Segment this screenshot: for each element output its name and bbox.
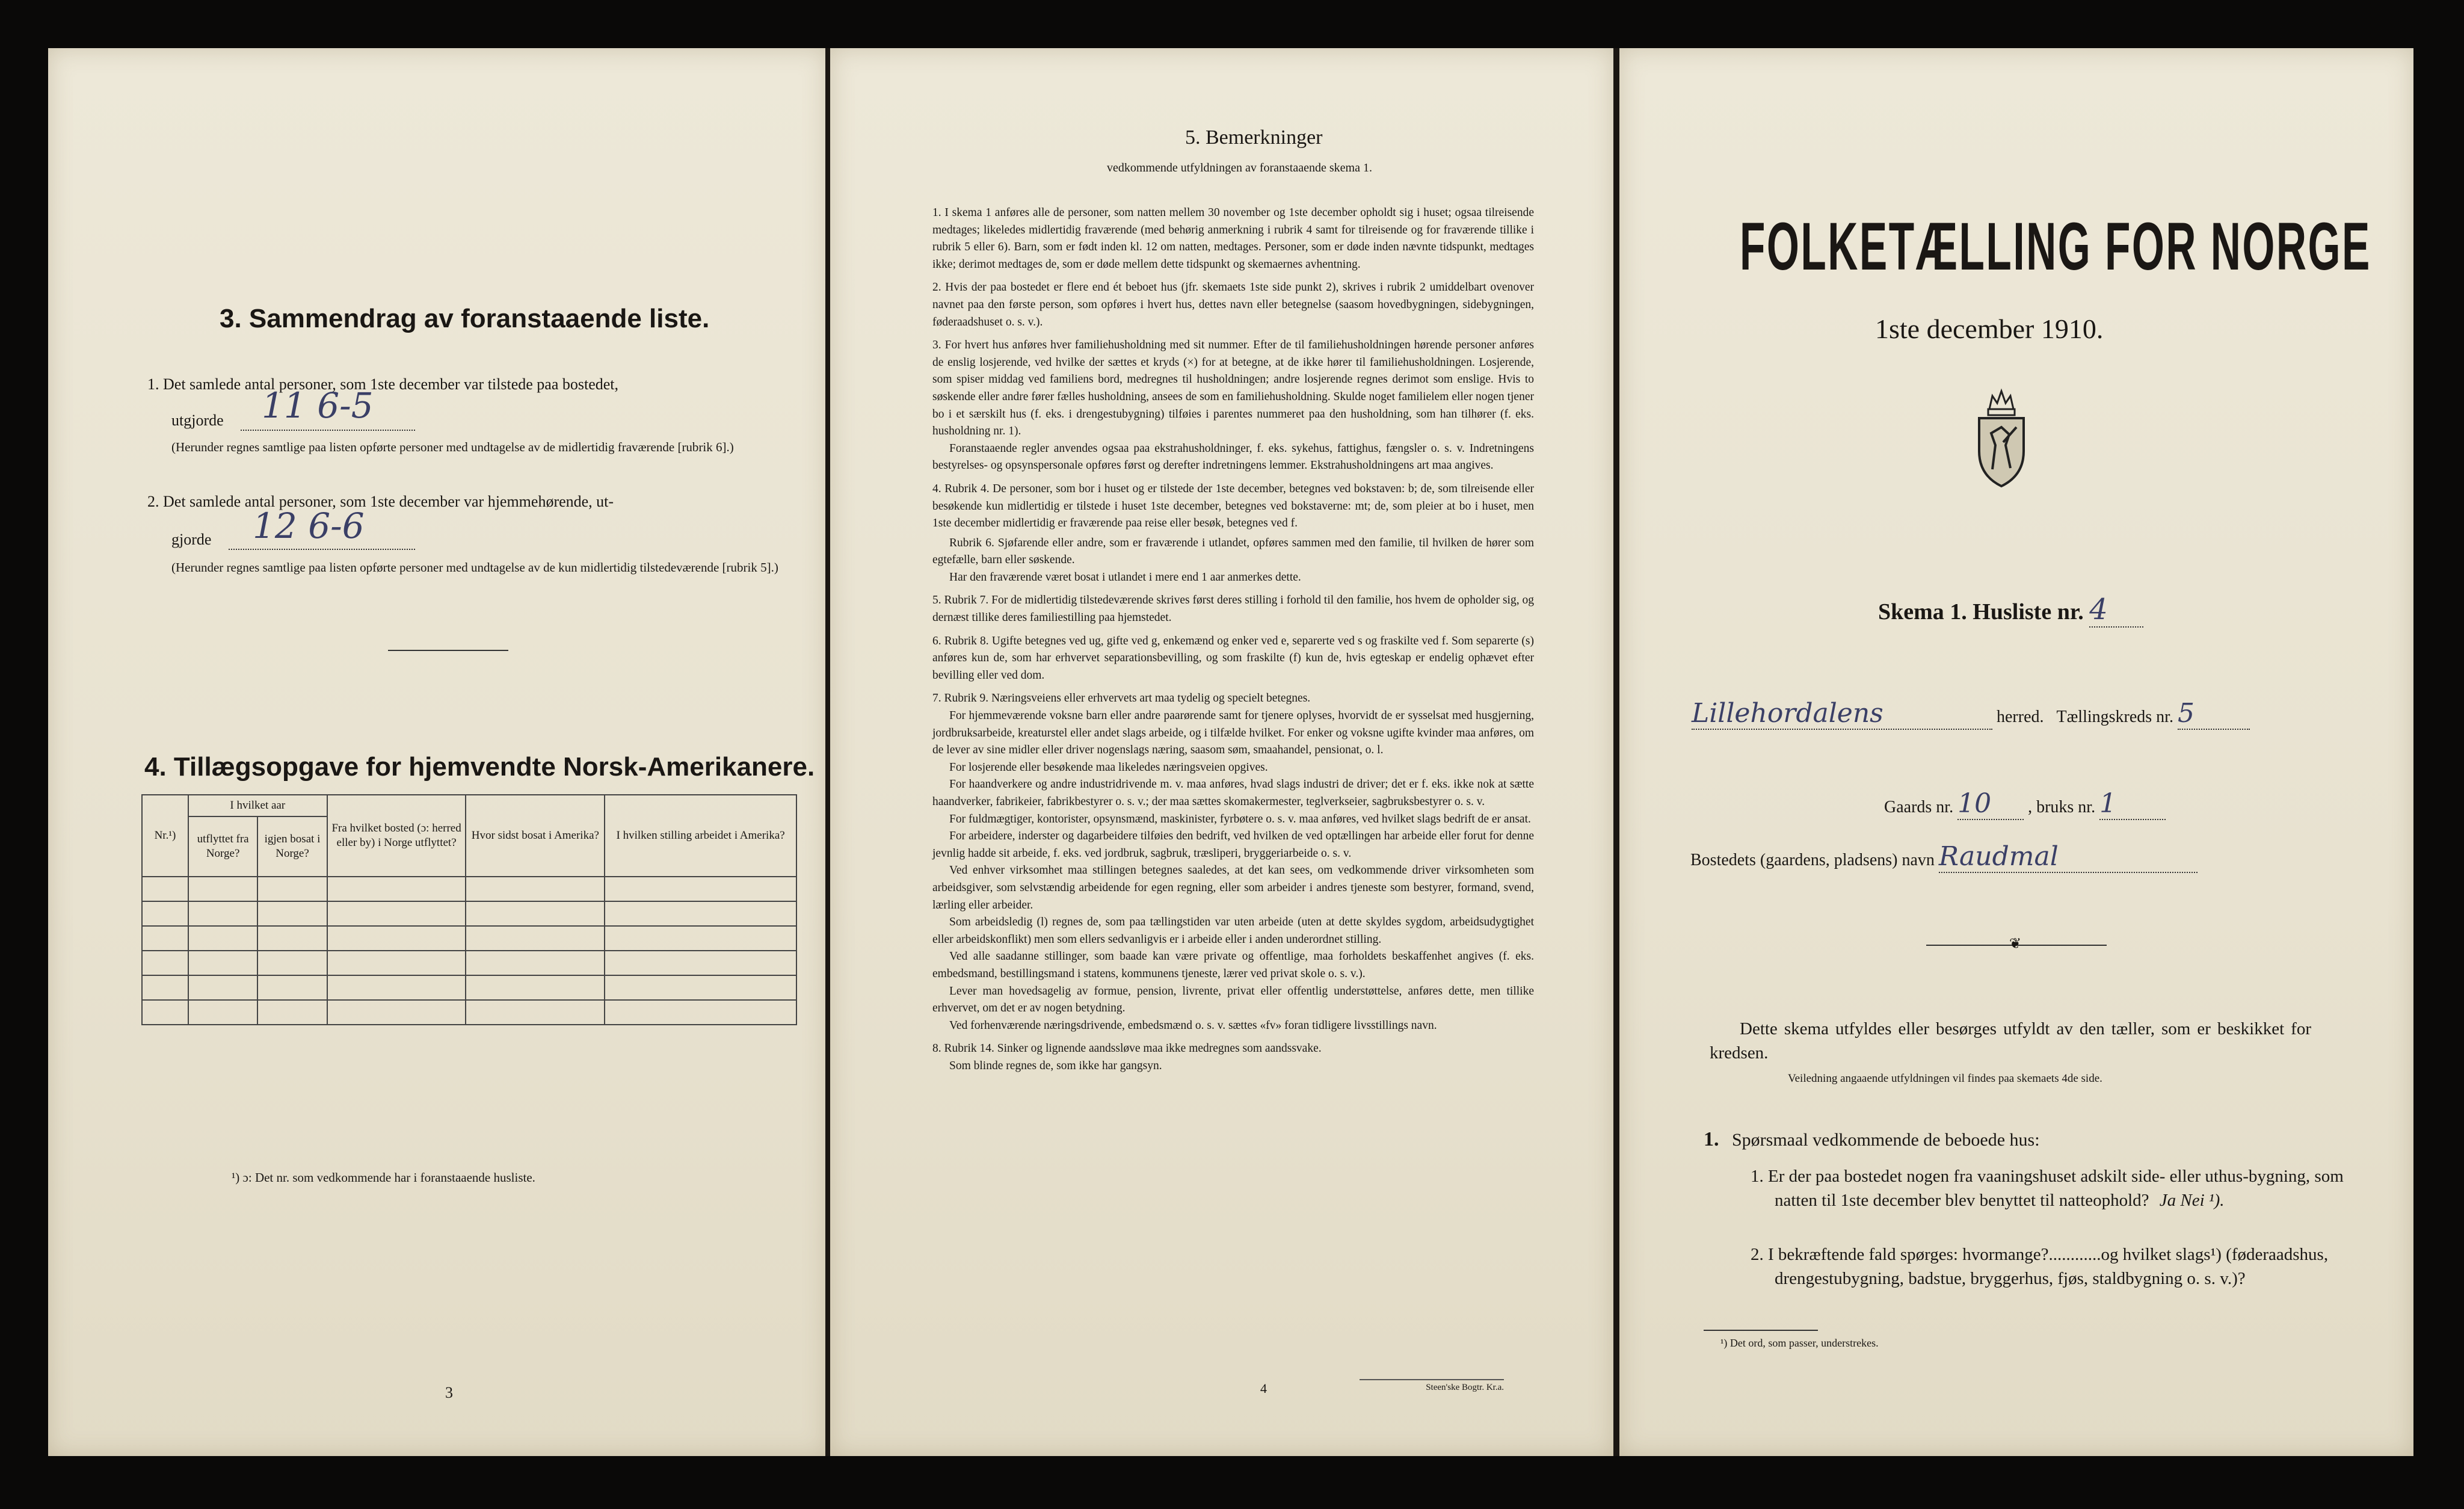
col-nr: Nr.¹) bbox=[142, 795, 188, 877]
page-middle bbox=[830, 48, 1613, 1456]
remark-paragraph: 7. Rubrik 9. Næringsveiens eller erhvervets art maa tydelig og specielt betegnes. bbox=[932, 692, 1311, 705]
bruks-value: 1 bbox=[2099, 788, 2166, 820]
item2-handwritten: 12 6-6 bbox=[253, 505, 365, 546]
remark-paragraph: For losjerende eller besøkende maa likeledes næringsveien opgives. bbox=[949, 761, 1268, 774]
husliste-nr-value: 4 bbox=[2089, 593, 2143, 628]
footnote-rule bbox=[1704, 1330, 1818, 1331]
item2-underline bbox=[229, 548, 415, 550]
question-1-answer: Ja Nei ¹). bbox=[2159, 1191, 2225, 1210]
remark-paragraph: For haandverkere og andre industridrivende m. v. maa anføres, hvad slags industri de driver; det er f. eks. ikke nok at sætte haandverker, fabrikeier, fabrikbestyrer o. s. v.; der maa sættes skomakermester, teglverkseier, sagbruksbestyrer o. s. v. bbox=[932, 778, 1534, 808]
questions-heading-text: Spørsmaal vedkommende de beboede hus: bbox=[1732, 1130, 2040, 1150]
kreds-label: Tællingskreds nr. bbox=[2056, 708, 2173, 726]
ornament-icon: ❦ bbox=[2009, 936, 2022, 952]
herred-value: Lillehordalens bbox=[1692, 698, 1992, 730]
col-group: I hvilket aar bbox=[188, 795, 327, 816]
remark-paragraph: For hjemmeværende voksne barn eller andre paarørende samt for tjenere oplyses, hvorvidt de er sysselsat med husgjerning, jordbruksarbeide, kreaturstel eller andet slags arbeide, og i tilfælde hvilket. For enker og voksne ugifte kvinder maa anføres, om de lever av sine midler eller driver nogenslags næring, saasom søm, smaahandel, pensionat, o. l. bbox=[932, 709, 1534, 757]
item2-label: gjorde bbox=[171, 531, 212, 548]
remark-paragraph: 1. I skema 1 anføres alle de personer, som natten mellem 30 november og 1ste december opholdt sig i huset; ogsaa tilreisende medtages; likeledes midlertidig fraværende (med behørig anmerkning i rubrik 4 samt for tilreisende og for fraværende tillike i rubrik 5 eller 6). Barn, som er født inden kl. 12 om natten, medtages. Personer, som er døde inden nævnte tidspunkt, medtages ikke; derimot medtages de, som er døde mellem dette tidspunkt og skemaernes avhentning. bbox=[932, 206, 1534, 271]
table-row bbox=[142, 975, 796, 1000]
remark-paragraph: 3. For hvert hus anføres hver familiehusholdning med sit nummer. Efter de til familiehusholdningen hørende personer anføres de enslig losjerende, ved hvilke der sættes et kryds (×) for at betegne, at de ikke hører til familiehusholdningen. Losjerende, som spiser middag ved familiens bord, medregnes til husholdningen; andre losjerende regnes derimot som enslige. Hvis to søskende eller andre fører fælles husholdning, ansees de som en familiehusholdning. Skulde noget familielem eller nogen tjener bo i et særskilt hus (f. eks. i drengestubygning) tilføies i parentes nummeret paa den husholdning, som han tilhører (f. eks. husholdning nr. 1). bbox=[932, 339, 1534, 438]
item2-text: 2. Det samlede antal personer, som 1ste december var hjemmehørende, ut- bbox=[147, 493, 614, 510]
col-returned: igjen bosat i Norge? bbox=[257, 816, 327, 877]
table-footnote: ¹) ɔ: Det nr. som vedkommende har i foranstaaende husliste. bbox=[232, 1170, 535, 1185]
table-row bbox=[142, 926, 796, 951]
table-row bbox=[142, 877, 796, 901]
remark-paragraph: 8. Rubrik 14. Sinker og lignende aandssløve maa ikke medregnes som aandssvake. bbox=[932, 1042, 1322, 1055]
remark-paragraph: Lever man hovedsagelig av formue, pension, livrente, privat eller offentlig understøttelse, anføres dette, men tillike erhvervet, om det er av nogen betydning. bbox=[932, 984, 1534, 1015]
remark-paragraph: Ved alle saadanne stillinger, som baade kan være private og offentlige, maa forholdets beskaffenhet angives (f. eks. embedsmand, bestillingsmand i statens, kommunens tjeneste, lærer ved privat skole o. s. v.). bbox=[932, 950, 1534, 980]
coat-of-arms-icon bbox=[1968, 385, 2034, 487]
table-row bbox=[142, 901, 796, 926]
remark-paragraph: 6. Rubrik 8. Ugifte betegnes ved ug, gifte ved g, enkemænd og enker ved e, separerte ved s og fraskilte ved f. Som separerte (s) anføres kun de, som har erhvervet separationsbevilling, og som fraskilte (f) kun de, hvis egteskap er endelig ophævet efter bevilling eller ved dom. bbox=[932, 634, 1534, 682]
skema-line bbox=[1878, 593, 2143, 628]
remark-paragraph: 5. Rubrik 7. For de midlertidig tilstedeværende skrives først deres stilling i forhold til den familie, hos hvem de opholder sig, og dernæst tillike deres familiestilling paa hjemstedet. bbox=[932, 594, 1534, 625]
page-left bbox=[48, 48, 827, 1456]
col-occupation: I hvilken stilling arbeidet i Amerika? bbox=[605, 795, 796, 877]
remark-paragraph: Har den fraværende været bosat i utlandet i mere end 1 aar anmerkes dette. bbox=[949, 570, 1301, 584]
gaards-line bbox=[1884, 788, 2166, 820]
questions-heading bbox=[1704, 1128, 2040, 1151]
printer-imprint: Steen'ske Bogtr. Kr.a. bbox=[1360, 1379, 1504, 1393]
remark-paragraph: Ved forhenværende næringsdrivende, embedsmænd o. s. v. sættes «fv» foran tidligere livsstillings navn. bbox=[949, 1019, 1437, 1032]
gaards-value: 10 bbox=[1957, 788, 2024, 820]
main-title: FOLKETÆLLING FOR NORGE bbox=[1740, 209, 2371, 284]
fold-line bbox=[825, 48, 830, 1456]
fold-line bbox=[1613, 48, 1619, 1456]
item1-underline bbox=[241, 428, 415, 431]
remark-paragraph: Foranstaaende regler anvendes ogsaa paa ekstrahusholdninger, f. eks. sykehus, fattighus, fængsler o. s. v. Indretningens bestyrelses- og opsynspersonale opføres først og derefter indretningens lemmer. Ekstrahusholdningens art maa angives. bbox=[932, 442, 1534, 472]
item1-label: utgjorde bbox=[171, 412, 224, 429]
bosted-value: Raudmal bbox=[1939, 841, 2198, 873]
divider bbox=[388, 650, 508, 651]
item1-text: 1. Det samlede antal personer, som 1ste december var tilstede paa bostedet, bbox=[147, 375, 619, 393]
col-emigrated: utflyttet fra Norge? bbox=[188, 816, 257, 877]
veiledning-text: Veiledning angaaende utfyldningen vil findes paa skemaets 4de side. bbox=[1788, 1072, 2102, 1085]
item2-note: (Herunder regnes samtlige paa listen opførte personer med undtagelse av de kun midlertidig tilstedeværende [rubrik 5].) bbox=[171, 560, 778, 575]
page-number: 3 bbox=[445, 1384, 453, 1401]
section3-title: 3. Sammendrag av foranstaaende liste. bbox=[220, 304, 710, 333]
table-row bbox=[142, 951, 796, 975]
item1-handwritten: 11 6-5 bbox=[262, 385, 374, 426]
bosted-label: Bostedets (gaardens, pladsens) navn bbox=[1690, 851, 1935, 869]
herred-line bbox=[1692, 698, 2383, 730]
herred-label: herred. bbox=[1997, 708, 2044, 726]
remark-paragraph: 2. Hvis der paa bostedet er flere end ét beboet hus (jfr. skemaets 1ste side punkt 2), skrives i rubrik 2 umiddelbart ovenover navnet paa den første person, som opføres i hvert hus, dettes navn eller betegnelse (saasom hovedbygningen, sidebygningen, føderaadshuset o. s. v.). bbox=[932, 281, 1534, 329]
col-from-where: Fra hvilket bosted (ɔ: herred eller by) i Norge utflyttet? bbox=[327, 795, 466, 877]
skema-label: Skema 1. Husliste nr. bbox=[1878, 599, 2084, 625]
remark-paragraph: For arbeidere, inderster og dagarbeidere tilføies den bedrift, ved hvilken de ved optællingen har arbeide eller forut for denne jevnlig hadde sit arbeide, f. eks. ved jordbruk, sagbruk, træsliperi, bryggeriarbeide o. s. v. bbox=[932, 830, 1534, 860]
instruction-text: Dette skema utfyldes eller besørges utfyldt av den tæller, som er beskikket for kredsen. bbox=[1710, 1019, 2311, 1063]
kreds-value: 5 bbox=[2178, 698, 2250, 730]
norsk-amerikanere-table bbox=[141, 794, 797, 1025]
bosted-line bbox=[1690, 841, 2198, 873]
remark-paragraph: For fuldmægtiger, kontorister, opsynsmænd, maskinister, fyrbøtere o. s. v. maa anføres, ved hvilket slags bedrift de er ansat. bbox=[949, 812, 1531, 825]
remark-paragraph: 4. Rubrik 4. De personer, som bor i huset og er tilstede der 1ste december, betegnes ved bokstaven: b; de, som tilreisende eller besøkende kun midlertidig er tilstede i huset 1ste december, betegnes ved bokstaverne: mt; de, som pleier at bo i huset, men 1ste december midlertidig er fraværende paa reise eller besøk, betegnes ved f. bbox=[932, 482, 1534, 530]
col-last-residence: Hvor sidst bosat i Amerika? bbox=[466, 795, 605, 877]
page-right bbox=[1619, 48, 2413, 1456]
table-row bbox=[142, 1000, 796, 1025]
remarks-subtitle: vedkommende utfyldningen av foranstaaende skema 1. bbox=[1107, 161, 1372, 174]
census-date: 1ste december 1910. bbox=[1875, 313, 2104, 344]
footnote: ¹) Det ord, som passer, understrekes. bbox=[1720, 1337, 1879, 1349]
questions-heading-number: 1. bbox=[1704, 1128, 1719, 1150]
remark-paragraph: Rubrik 6. Sjøfarende eller andre, som er fraværende i utlandet, opføres sammen med den familie, til hvilken de hører som egtefælle, barn eller søskende. bbox=[932, 536, 1534, 567]
question-1 bbox=[1751, 1164, 2376, 1212]
question-2: 2. I bekræftende fald spørges: hvormange?............og hvilket slags¹) (føderaadshus, drengestubygning, badstue, bryggerhus, fjøs, staldbygning o. s. v.)? bbox=[1751, 1245, 2329, 1288]
remarks-body bbox=[932, 205, 1534, 1075]
section4-title: 4. Tillægsopgave for hjemvendte Norsk-Amerikanere. bbox=[144, 752, 815, 782]
remark-paragraph: Som blinde regnes de, som ikke har gangsyn. bbox=[949, 1059, 1162, 1072]
remarks-title: 5. Bemerkninger bbox=[1185, 126, 1323, 149]
question-1-text: 1. Er der paa bostedet nogen fra vaaningshuset adskilt side- eller uthus-bygning, som natten til 1ste december blev benyttet til natteophold? bbox=[1751, 1167, 2344, 1210]
gaards-label: Gaards nr. bbox=[1884, 798, 1954, 816]
remark-paragraph: Som arbeidsledig (l) regnes de, som paa tællingstiden var uten arbeide (uten at dette skyldes sygdom, arbeidsudygtighet eller arbeidskonflikt) men som ellers sedvanligvis er i arbeide eller i anden underordnet stilling. bbox=[932, 916, 1534, 946]
item1-note: (Herunder regnes samtlige paa listen opførte personer med undtagelse av de midlertidig fraværende [rubrik 6].) bbox=[171, 440, 734, 454]
page-number: 4 bbox=[1260, 1381, 1267, 1396]
bruks-label: , bruks nr. bbox=[2028, 798, 2096, 816]
remark-paragraph: Ved enhver virksomhet maa stillingen betegnes saaledes, at det kan sees, om vedkommende driver virksomheten som arbeidsgiver, som selvstændig arbeidende for egen regning, eller som arbeider i andres tjeneste som bestyrer, formand, svend, lærling eller arbeider. bbox=[932, 864, 1534, 912]
